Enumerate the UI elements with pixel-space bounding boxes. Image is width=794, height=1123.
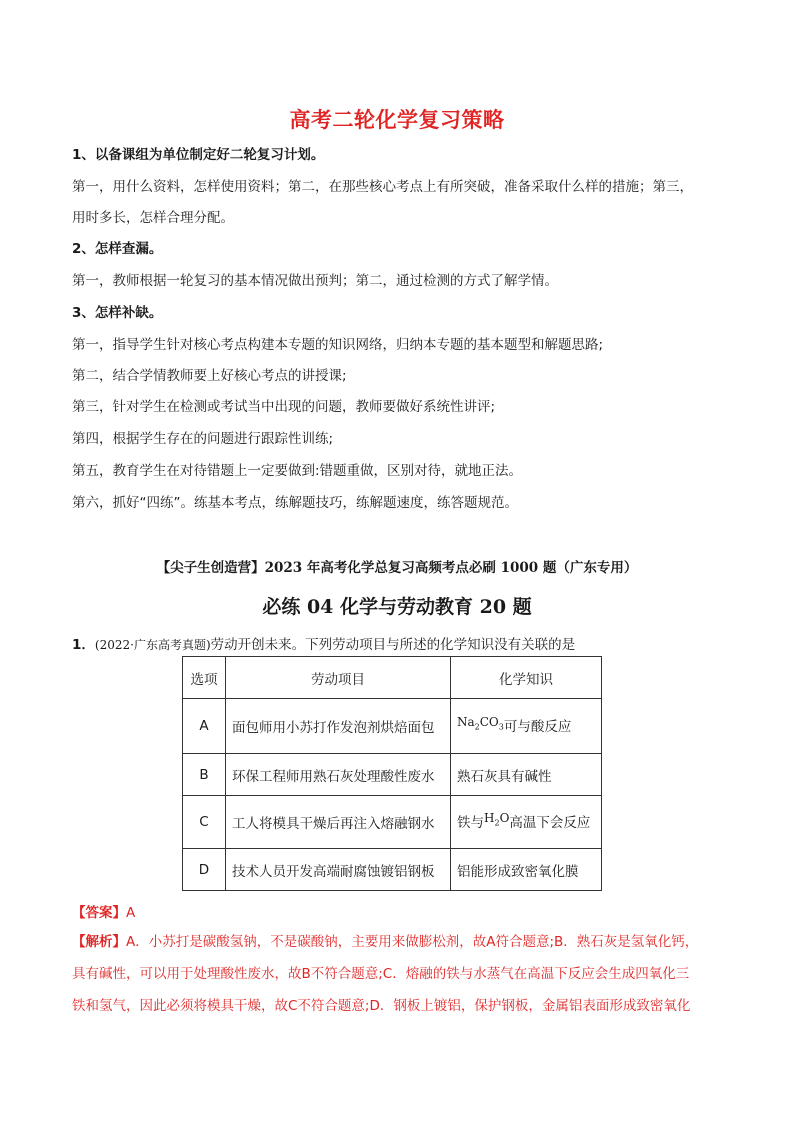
question-source: (2022·广东高考真题) xyxy=(94,638,211,652)
option-label: B xyxy=(183,754,226,796)
chem-knowledge: $Na_2CO_3$可与酸反应 xyxy=(451,699,602,754)
section-1-text-line-2: 用时多长，怎样合理分配。 xyxy=(72,210,234,226)
table-row xyxy=(183,849,602,891)
labor-project: 工人将模具干燥后再注入熔融钢水 xyxy=(226,796,451,849)
section-3-item: 第六，抓好“四练”。练基本考点，练解题技巧，练解题速度，练答题规范。 xyxy=(72,495,518,511)
table-header-row xyxy=(183,657,602,699)
explanation-tag: 【解析】 xyxy=(72,934,126,950)
answer-tag: 【答案】 xyxy=(72,905,126,921)
section-3-item: 第四，根据学生存在的问题进行跟踪性训练; xyxy=(72,431,334,447)
series-banner: 【尖子生创造营】2023 年高考化学总复习高频考点必刷 1000 题（广东专用） xyxy=(156,560,638,576)
section-1-text-line-1: 第一，用什么资料，怎样使用资料；第二，在那些核心考点上有所突破，准备采取什么样的措施；第三， xyxy=(72,179,693,195)
section-3-item: 第三，针对学生在检测或考试当中出现的问题，教师要做好系统性讲评; xyxy=(72,399,496,415)
question-number: 1． xyxy=(72,637,95,653)
chem-knowledge: 熟石灰具有碱性 xyxy=(451,754,602,796)
chem-formula: $Na_2CO_3$ xyxy=(457,715,504,732)
explanation-line: 【解析】A．小苏打是碳酸氢钠，不是碳酸钠，主要用来做膨松剂，故A符合题意;B．熟石灰是氢氧化钙， xyxy=(72,934,699,950)
section-1-heading: 1、以备课组为单位制定好二轮复习计划。 xyxy=(72,147,325,163)
explanation-line: 具有碱性，可以用于处理酸性废水，故B不符合题意;C．熔融的铁与水蒸气在高温下反应会生成四氧化三 xyxy=(72,966,690,982)
table-row xyxy=(183,796,602,849)
table-header-cell: 选项 xyxy=(183,657,226,699)
option-label: C xyxy=(183,796,226,849)
page-title: 高考二轮化学复习策略 xyxy=(289,108,505,132)
chem-knowledge: 铁与$H_2O$高温下会反应 xyxy=(451,796,602,849)
section-3-item: 第一，指导学生针对核心考点构建本专题的知识网络，归纳本专题的基本题型和解题思路; xyxy=(72,337,604,353)
chem-knowledge: 铝能形成致密氧化膜 xyxy=(451,849,602,891)
exercise-title: 必练 04 化学与劳动教育 20 题 xyxy=(262,596,532,618)
answer-value: A xyxy=(126,905,136,921)
section-2-heading: 2、怎样查漏。 xyxy=(72,241,163,257)
section-2-text: 第一，教师根据一轮复习的基本情况做出预判；第二，通过检测的方式了解学情。 xyxy=(72,273,558,289)
option-label: D xyxy=(183,849,226,891)
option-label: A xyxy=(183,699,226,754)
explanation-line: 铁和氢气，因此必须将模具干燥，故C不符合题意;D．钢板上镀铝，保护钢板，金属铝表面形成致密氧化 xyxy=(72,998,691,1014)
labor-project: 环保工程师用熟石灰处理酸性废水 xyxy=(226,754,451,796)
section-3-item: 第五，教育学生在对待错题上一定要做到:错题重做，区别对待，就地正法。 xyxy=(72,463,523,479)
labor-project: 面包师用小苏打作发泡剂烘焙面包 xyxy=(226,699,451,754)
question-text: 劳动开创未来。下列劳动项目与所述的化学知识没有关联的是 xyxy=(210,637,576,653)
section-3-heading: 3、怎样补缺。 xyxy=(72,305,163,321)
table-header-cell: 化学知识 xyxy=(451,657,602,699)
options-table xyxy=(182,656,602,891)
table-row xyxy=(183,699,602,754)
question-1 xyxy=(72,633,575,653)
table-header-cell: 劳动项目 xyxy=(226,657,451,699)
table-row xyxy=(183,754,602,796)
labor-project: 技术人员开发高端耐腐蚀镀铝钢板 xyxy=(226,849,451,891)
section-3-item: 第二，结合学情教师要上好核心考点的讲授课; xyxy=(72,368,347,384)
answer xyxy=(72,901,135,921)
chem-formula: $H_2O$ xyxy=(484,811,510,828)
